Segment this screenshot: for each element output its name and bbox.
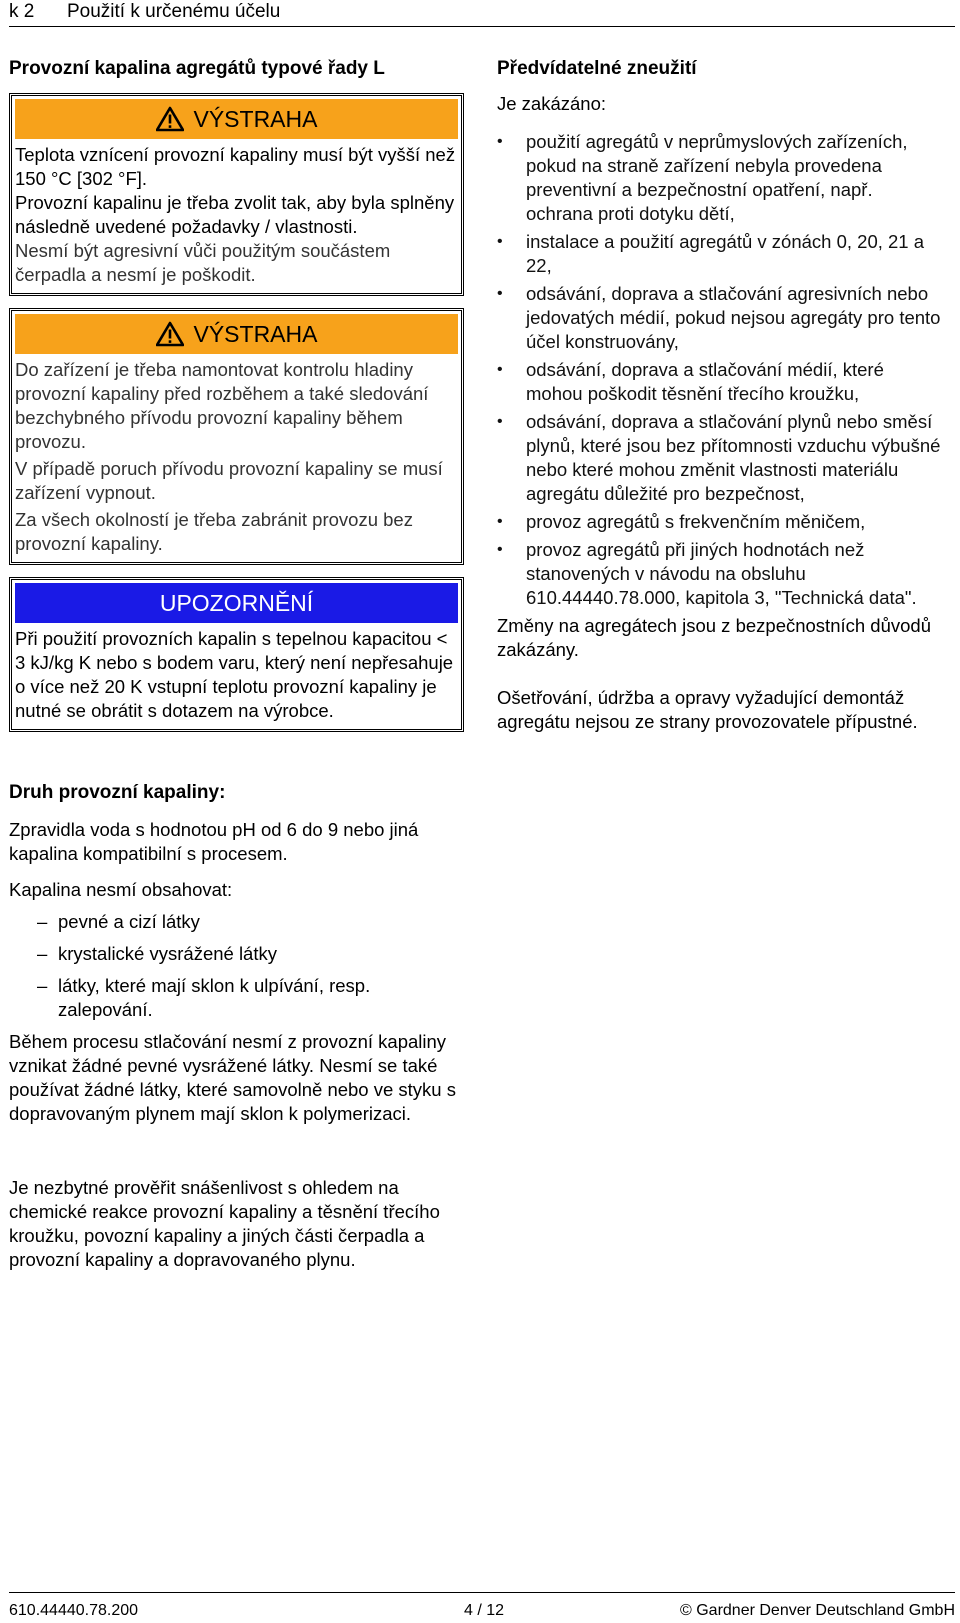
warning-text — [12, 358, 461, 562]
paragraph: Je zakázáno: — [497, 93, 607, 114]
paragraph: Zpravidla voda s hodnotou pH od 6 do 9 nebo jiná kapalina kompatibilní s procesem. — [9, 819, 419, 864]
paragraph: Změny na agregátech jsou z bezpečnostních důvodů zakázány. — [497, 615, 932, 660]
notice-band — [15, 583, 458, 623]
warning-box-ignition — [9, 93, 464, 296]
warning-line: Teplota vznícení provozní kapaliny musí být vyšší než 150 °C [302 °F]. — [15, 144, 456, 189]
heading-fluid-type: Druh provozní kapaliny: — [9, 782, 226, 803]
warning-box-level-control — [9, 308, 464, 565]
paragraph: Během procesu stlačování nesmí z provozní kapaliny vznikat žádné pevné vysrážené látky. Nesmí se také používat žádné látky, které samovolně nebo ve styku s dopravovaným plynem mají sklon k polymerizaci. — [9, 1031, 456, 1124]
list-item: • provoz agregátů s frekvenčním měničem, — [497, 511, 866, 532]
notice-text — [12, 627, 461, 729]
heading-foreseeable-misuse: Předvídatelné zneužití — [497, 58, 697, 79]
notice-paragraph: Při použití provozních kapalin s tepelnou kapacitou < 3 kJ/kg K nebo s bodem varu, který není nepřesahuje o více než 20 K vstupní teplotu provozní kapaliny je nutné se obrátit s dotazem na výrobce. — [15, 628, 454, 721]
warning-line: Nesmí být agresivní vůči použitým součástem čerpadla a nesmí je poškodit. — [15, 240, 391, 285]
list-item: • použití agregátů v neprůmyslových zařízeních, pokud na straně zařízení nebyla provedena preventivní a bezpečnostní opatření, např. ochrana proti dotyku dětí, — [497, 131, 908, 224]
page-number: 4 / 12 — [464, 1602, 505, 1619]
document-number: 610.44440.78.200 — [9, 1602, 139, 1619]
warning-band — [15, 314, 458, 354]
list-item: • instalace a použití agregátů v zónách 0, 20, 21 a 22, — [497, 231, 925, 276]
warning-text — [12, 143, 461, 293]
warning-line: Za všech okolností je třeba zabránit provozu bez provozní kapaliny. — [15, 509, 413, 554]
section-number: k 2 — [9, 1, 35, 22]
list-item: • odsávání, doprava a stlačování médií, které mohou poškodit těsnění třecího kroužku, — [497, 359, 884, 404]
notice-label: UPOZORNĚNÍ — [159, 590, 314, 616]
warning-triangle-icon — [156, 106, 184, 132]
bullet-list — [497, 130, 942, 610]
copyright: © Gardner Denver Deutschland GmbH — [679, 1602, 955, 1619]
list-item: • odsávání, doprava a stlačování plynů nebo směsí plynů, které jsou bez přítomnosti vzduchu výbušné nebo které mohou změnit vlastnosti materiálu agregátu důležité pro bezpečnost, — [497, 411, 941, 504]
warning-triangle-icon — [156, 321, 184, 347]
warning-band — [15, 99, 458, 139]
warning-line: V případě poruch přívodu provozní kapaliny se musí zařízení vypnout. — [15, 458, 443, 503]
left-column — [9, 56, 464, 1272]
paragraph: Kapalina nesmí obsahovat: — [9, 879, 233, 900]
heading-operating-fluid: Provozní kapalina agregátů typové řady L — [9, 58, 385, 79]
warning-label: VÝSTRAHA — [193, 106, 318, 132]
list-item: – pevné a cizí látky — [37, 911, 200, 932]
section-title: Použití k určenému účelu — [67, 1, 281, 22]
paragraph: Je nezbytné prověřit snášenlivost s ohledem na chemické reakce provozní kapaliny a těsnění třecího kroužku, povozní kapaliny a jiných části čerpadla a provozní kapaliny a dopravovaného plynu. — [9, 1177, 440, 1270]
warning-line: Provozní kapalinu je třeba zvolit tak, aby byla splněny následně uvedené požadavky / vlastnosti. — [15, 192, 455, 237]
warning-line: Do zařízení je třeba namontovat kontrolu hladiny provozní kapaliny před rozběhem a také sledování bezchybného přívodu provozní kapaliny během provozu. — [15, 359, 429, 452]
right-column — [497, 56, 942, 734]
list-item: • provoz agregátů při jiných hodnotách než stanovených v návodu na obsluhu 610.44440.78.000, kapitola 3, "Technická data". — [497, 539, 917, 608]
list-item: – krystalické vysrážené látky — [37, 943, 277, 964]
list-item: • odsávání, doprava a stlačování agresivních nebo jedovatých médií, pokud nejsou agregáty pro tento účel konstruovány, — [497, 283, 941, 352]
page-header — [9, 0, 955, 27]
notice-box — [9, 577, 464, 732]
list-item: – látky, které mají sklon k ulpívání, resp. zalepování. — [37, 975, 371, 1020]
dash-list — [9, 910, 464, 1022]
warning-label: VÝSTRAHA — [193, 321, 318, 347]
paragraph: Ošetřování, údržba a opravy vyžadující demontáž agregátu nejsou ze strany provozovatele přípustné. — [497, 687, 918, 732]
page-footer — [9, 1592, 955, 1623]
